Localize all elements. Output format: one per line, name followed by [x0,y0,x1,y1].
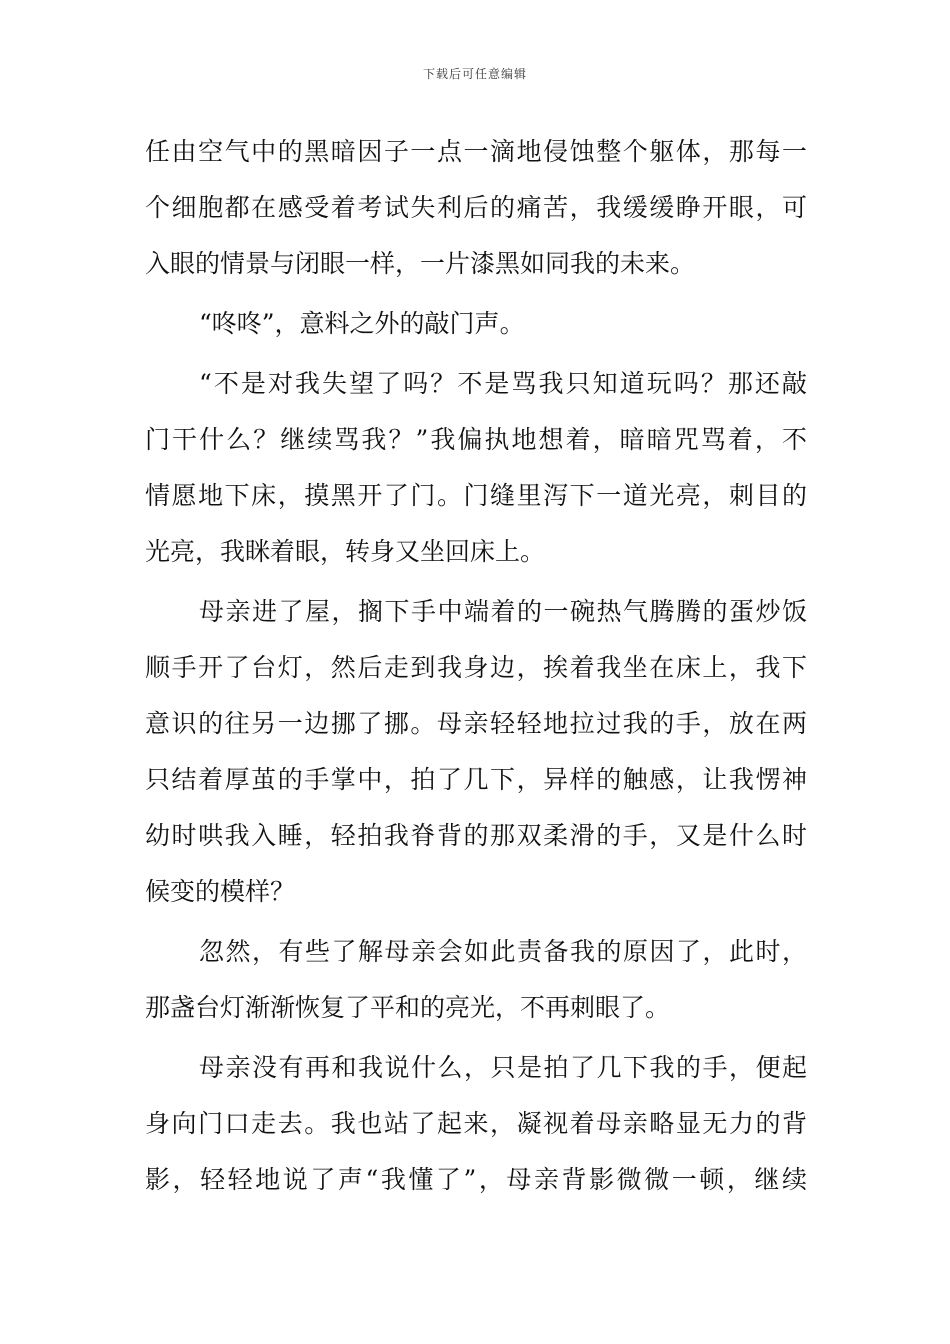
body-text [145,124,807,1208]
text-line: “咚咚”，意料之外的敲门声。 [199,309,525,338]
text-line: 顺手开了台灯，然后走到我身边，挨着我坐在床上，我下 [145,653,807,682]
text-line: 候变的模样？ [145,877,296,906]
text-line: 入眼的情景与闭眼一样，一片漆黑如同我的未来。 [145,249,696,278]
text-line: “不是对我失望了吗？不是骂我只知道玩吗？那还敲 [199,369,807,398]
text-line: 门干什么？继续骂我？”我偏执地想着，暗暗咒骂着，不 [145,425,807,454]
text-line: 光亮，我眯着眼，转身又坐回床上。 [145,537,546,566]
text-line: 忽然，有些了解母亲会如此责备我的原因了，此时， [199,937,807,966]
text-line: 意识的往另一边挪了挪。母亲轻轻地拉过我的手，放在两 [145,709,807,738]
text-line: 影，轻轻地说了声“我懂了”，母亲背影微微一顿，继续 [145,1165,807,1194]
text-line: 个细胞都在感受着考试失利后的痛苦，我缓缓睁开眼，可 [145,193,807,222]
text-line: 那盏台灯渐渐恢复了平和的亮光，不再刺眼了。 [145,993,671,1022]
text-line: 只结着厚茧的手掌中，拍了几下，异样的触感，让我愣神 [145,765,807,794]
page-header: 下载后可任意编辑 [422,67,527,81]
text-line: 身向门口走去。我也站了起来，凝视着母亲略显无力的背 [145,1109,807,1138]
text-line: 母亲进了屋，搁下手中端着的一碗热气腾腾的蛋炒饭 [199,597,807,626]
text-line: 情愿地下床，摸黑开了门。门缝里泻下一道光亮，刺目的 [145,481,807,510]
text-line: 母亲没有再和我说什么，只是拍了几下我的手，便起 [199,1053,807,1082]
text-line: 幼时哄我入睡，轻拍我脊背的那双柔滑的手，又是什么时 [145,821,807,850]
text-line: 任由空气中的黑暗因子一点一滴地侵蚀整个躯体，那每一 [145,137,807,166]
